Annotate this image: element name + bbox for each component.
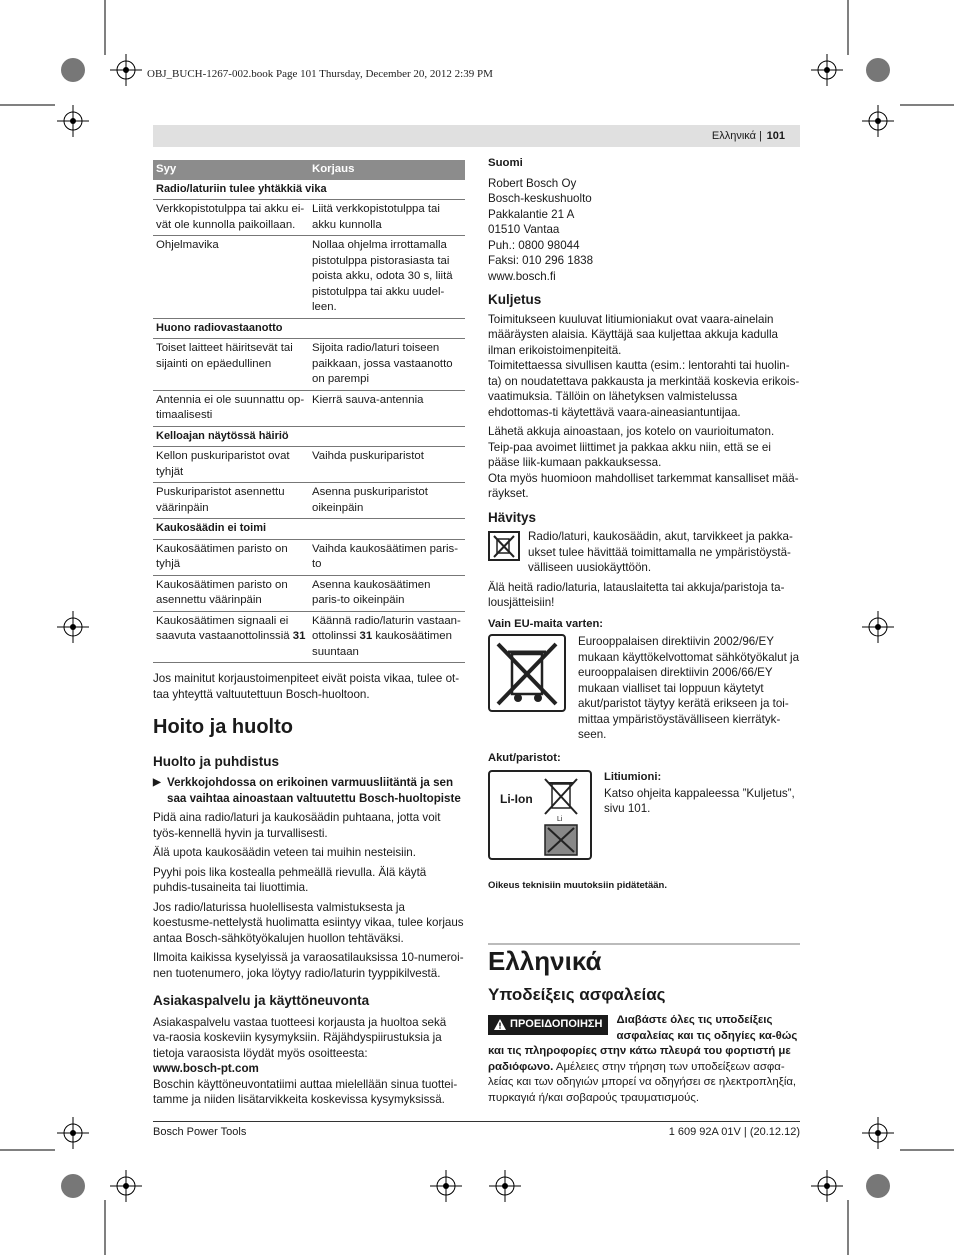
table-header-cause: Syy: [153, 160, 309, 180]
triangle-bullet-icon: ▶: [153, 777, 161, 788]
warning-triangle-icon: [494, 1019, 506, 1030]
table-group-row: Huono radiovastaanotto: [153, 318, 465, 339]
recycle-crossed-box-icon: [488, 531, 520, 561]
warning-text: Αμέλειες στην τήρηση των υποδείξεων ασφα-λείας και των οδηγιών μπορεί να οδηγήσει σε ηλεκτροπληξία, πυρκαγιά ή/και σοβαρούς τραυματισμούς.: [488, 1060, 797, 1104]
table-row: Ohjelmavika Nollaa ohjelma irrottamalla pistotulppa pistorasiasta tai poista akku, odota 30 s, liitä pistotulppa tai akku uudel-leen.: [153, 236, 465, 319]
paragraph: Toimitettaessa sivullisen kautta (esim.: lentorahti tai huolin-ta) on noudatettava pakkausta ja merkintää koskevia erikois-vaatimuksia. Tällöin on lähetyksen valmistelussa ehdottomas-ti käytettävä vaara-aineasiantuntijaa.: [488, 359, 800, 419]
lithium-info: [604, 770, 800, 860]
book-info-line: OBJ_BUCH-1267-002.book Page 101 Thursday, December 20, 2012 2:39 PM: [147, 68, 493, 80]
heading-havitys: Hävitys: [488, 509, 537, 525]
table-row: Puskuriparistot asennettu väärinpäin Asenna puskuriparistot oikeinpäin: [153, 483, 465, 519]
table-header-row: [153, 160, 465, 180]
eu-row: [488, 634, 800, 743]
lithium-text: Katso ohjeita kappaleessa ”Kuljetus”, sivu 101.: [604, 786, 795, 815]
address-block: [488, 176, 800, 285]
table-header-fix: Korjaus: [309, 160, 465, 180]
batteries-label: Akut/paristot:: [488, 751, 561, 764]
heading-huolto-ja-puhdistus: Huolto ja puhdistus: [153, 753, 279, 769]
paragraph: Eurooppalaisen direktiivin 2002/96/EY mukaan käyttökelvottomat sähkötyökalut ja eurooppalaisen direktiivin 2006/66/EY mukaan vialliset tai loppuun käytetyt akut/paristot täytyy kerätä erikseen ja toi-mittaa ympäristöystävälliseen kierrätyk-seen.: [578, 635, 800, 741]
address-line: Robert Bosch Oy: [488, 176, 577, 190]
paragraph: Jos radio/laturissa huolellisesta valmistuksesta ja koestusme-nettelystä huolimatta esiintyy vikaa, tulee korjaus antaa Bosch-sähkötyökalujen huollon tehtäväksi.: [153, 900, 464, 945]
left-column: [153, 160, 465, 1112]
safety-bullet: ▶ Verkkojohdossa on erikoinen varmuusliitäntä ja sen saa vaihtaa ainoastaan valtuutettu Bosch-huoltopiste: [153, 776, 461, 805]
service-url-link[interactable]: www.bosch-pt.com: [153, 1062, 259, 1075]
page-header-bar: [153, 125, 800, 147]
greek-warning-block: [488, 1013, 800, 1106]
liion-symbol-box: [488, 770, 592, 860]
table-row: Antennia ei ole suunnattu op-timaalisesti Kierrä sauva-antennia: [153, 390, 465, 426]
liion-row: [488, 770, 800, 860]
troubleshooting-table: [153, 160, 465, 663]
table-row: Kaukosäätimen paristo on tyhjä Vaihda kaukosäätimen paris-to: [153, 539, 465, 575]
paragraph: Ota myös huomioon mahdolliset tarkemmat kansalliset mää-räykset.: [488, 471, 799, 500]
country-label: Suomi: [488, 157, 523, 169]
table-row: Kaukosäätimen signaali ei saavuta vastaanottolinssiä 31 Käännä radio/laturin vastaan-ottolinssi 31 kaukosäätimen suuntaan: [153, 611, 465, 663]
paragraph: Radio/laturi, kaukosäädin, akut, tarvikkeet ja pakka-ukset tulee hävittää toimittamalla ne ympäristöystä-välliseen uusiokäyttöön.: [528, 530, 793, 574]
heading-kuljetus: Kuljetus: [488, 292, 542, 307]
greek-subheading: Υποδείξεις ασφαλείας: [488, 985, 666, 1004]
table-row: Toiset laitteet häiritsevät tai sijainti on epäedullinen Sijoita radio/laturi toiseen paikkaan, jossa vastaanotto on parempi: [153, 339, 465, 391]
paragraph: Älä upota kaukosäädin veteen tai muihin nesteisiin.: [153, 846, 416, 859]
table-row: Kellon puskuriparistot ovat tyhjät Vaihda puskuriparistot: [153, 447, 465, 483]
table-group-row: Kelloajan näytössä häiriö: [153, 426, 465, 447]
table-group-row: Kaukosäädin ei toimi: [153, 519, 465, 540]
disposal-row: [488, 529, 800, 576]
greek-heading: Ελληνικά: [488, 946, 602, 976]
table-group-row: Radio/laturiin tulee yhtäkkiä vika: [153, 180, 465, 200]
heading-hoito-ja-huolto: Hoito ja huolto: [153, 716, 293, 738]
paragraph: Pyyhi pois lika kostealla pehmeällä rievulla. Älä käytä puhdis-tusaineita tai liuottimia.: [153, 865, 427, 894]
address-line: Faksi: 010 296 1838: [488, 254, 594, 267]
address-line: Pakkalantie 21 A: [488, 207, 575, 221]
ref-number: 31: [292, 630, 306, 642]
paragraph: Älä heitä radio/laturia, latauslaitetta tai akkuja/paristoja ta-lousjätteisiin!: [488, 580, 785, 609]
address-line: 01510 Vantaa: [488, 223, 560, 236]
paragraph: Asiakaspalvelu vastaa tuotteesi korjausta ja huoltoa sekä va-raosia koskeviin kysymyksiin. Räjähdyspiirustuksia ja tietoja varaosista löydät myös osoitteesta:: [153, 1015, 447, 1060]
battery-box-icon: [544, 824, 578, 856]
warning-bold-text: Διαβάστε όλες τις υποδείξεις ασφαλείας και τις οδηγίες κα-θώς και τις πληροφορίες στην κάτω πλευρά του φορτιστή με ραδιόφωνο.: [488, 1014, 798, 1073]
right-column: [488, 156, 800, 894]
paragraph: Boschin käyttöneuvontatiimi auttaa mielellään sinua tuottei-tamme ja niiden lisätarvikkeita koskevissa kysymyksissä.: [153, 1077, 458, 1106]
eu-label: Vain EU-maita varten:: [488, 617, 604, 630]
website-link[interactable]: www.bosch.fi: [488, 269, 556, 283]
ref-number: 31: [359, 630, 373, 642]
footer-rule: [153, 1121, 800, 1122]
footer-left: Bosch Power Tools: [153, 1126, 247, 1138]
li-small-text: Li: [557, 816, 563, 823]
table-row: Verkkopistotulppa tai akku ei-vät ole kunnolla paikoillaan. Liitä verkkopistotulppa tai akku kunnolla: [153, 200, 465, 236]
paragraph: Ilmoita kaikissa kyselyissä ja varaosatilauksissa 10-numeroi-nen tuotenumero, joka löytyy radio/laturin tyyppikilvestä.: [153, 951, 464, 980]
lithium-heading: Litiumioni:: [604, 771, 662, 783]
heading-asiakaspalvelu: Asiakaspalvelu ja käyttöneuvonta: [153, 993, 370, 1008]
warning-badge: ΠΡΟΕΙΔΟΠΟΙΗΣΗ: [488, 1015, 608, 1035]
crossed-out-wheelie-bin-icon: [488, 634, 566, 712]
address-line: Bosch-keskushuolto: [488, 192, 592, 205]
address-line: Puh.: 0800 98044: [488, 238, 580, 252]
header-separator: |: [759, 130, 762, 142]
paragraph: Toimitukseen kuuluvat litiumioniakut ovat vaara-ainelain määräysten alaisia. Käyttäjä saa kuljettaa akkuja kadulla ilman erikoistoimenpiteitä.: [488, 312, 779, 357]
header-language: Ελληνικά: [711, 130, 756, 142]
after-table-note: Jos mainitut korjaustoimenpiteet eivät poista vikaa, tulee ot-taa yhteyttä valtuutettuun Bosch-huoltoon.: [153, 672, 460, 701]
page-number: 101: [766, 130, 785, 142]
table-row: Kaukosäätimen paristo on asennettu väärinpäin Asenna kaukosäätimen paris-to oikeinpäin: [153, 575, 465, 611]
section-divider: [488, 943, 800, 945]
greek-section: [488, 946, 800, 1106]
footer-right: 1 609 92A 01V | (20.12.12): [668, 1126, 800, 1138]
rights-reserved-note: Oikeus teknisiin muutoksiin pidätetään.: [488, 880, 667, 891]
paragraph: Lähetä akkuja ainoastaan, jos kotelo on vaurioitumaton. Teip-paa avoimet liittimet ja pakkaa akku niin, että se ei pääse liik-kumaan pakkauksessa.: [488, 425, 775, 469]
liion-text: Li-Ion: [500, 792, 533, 806]
paragraph: Pidä aina radio/laturi ja kaukosäädin puhtaana, jotta voit työs-kennellä hyvin ja turvallisesti.: [153, 811, 441, 840]
